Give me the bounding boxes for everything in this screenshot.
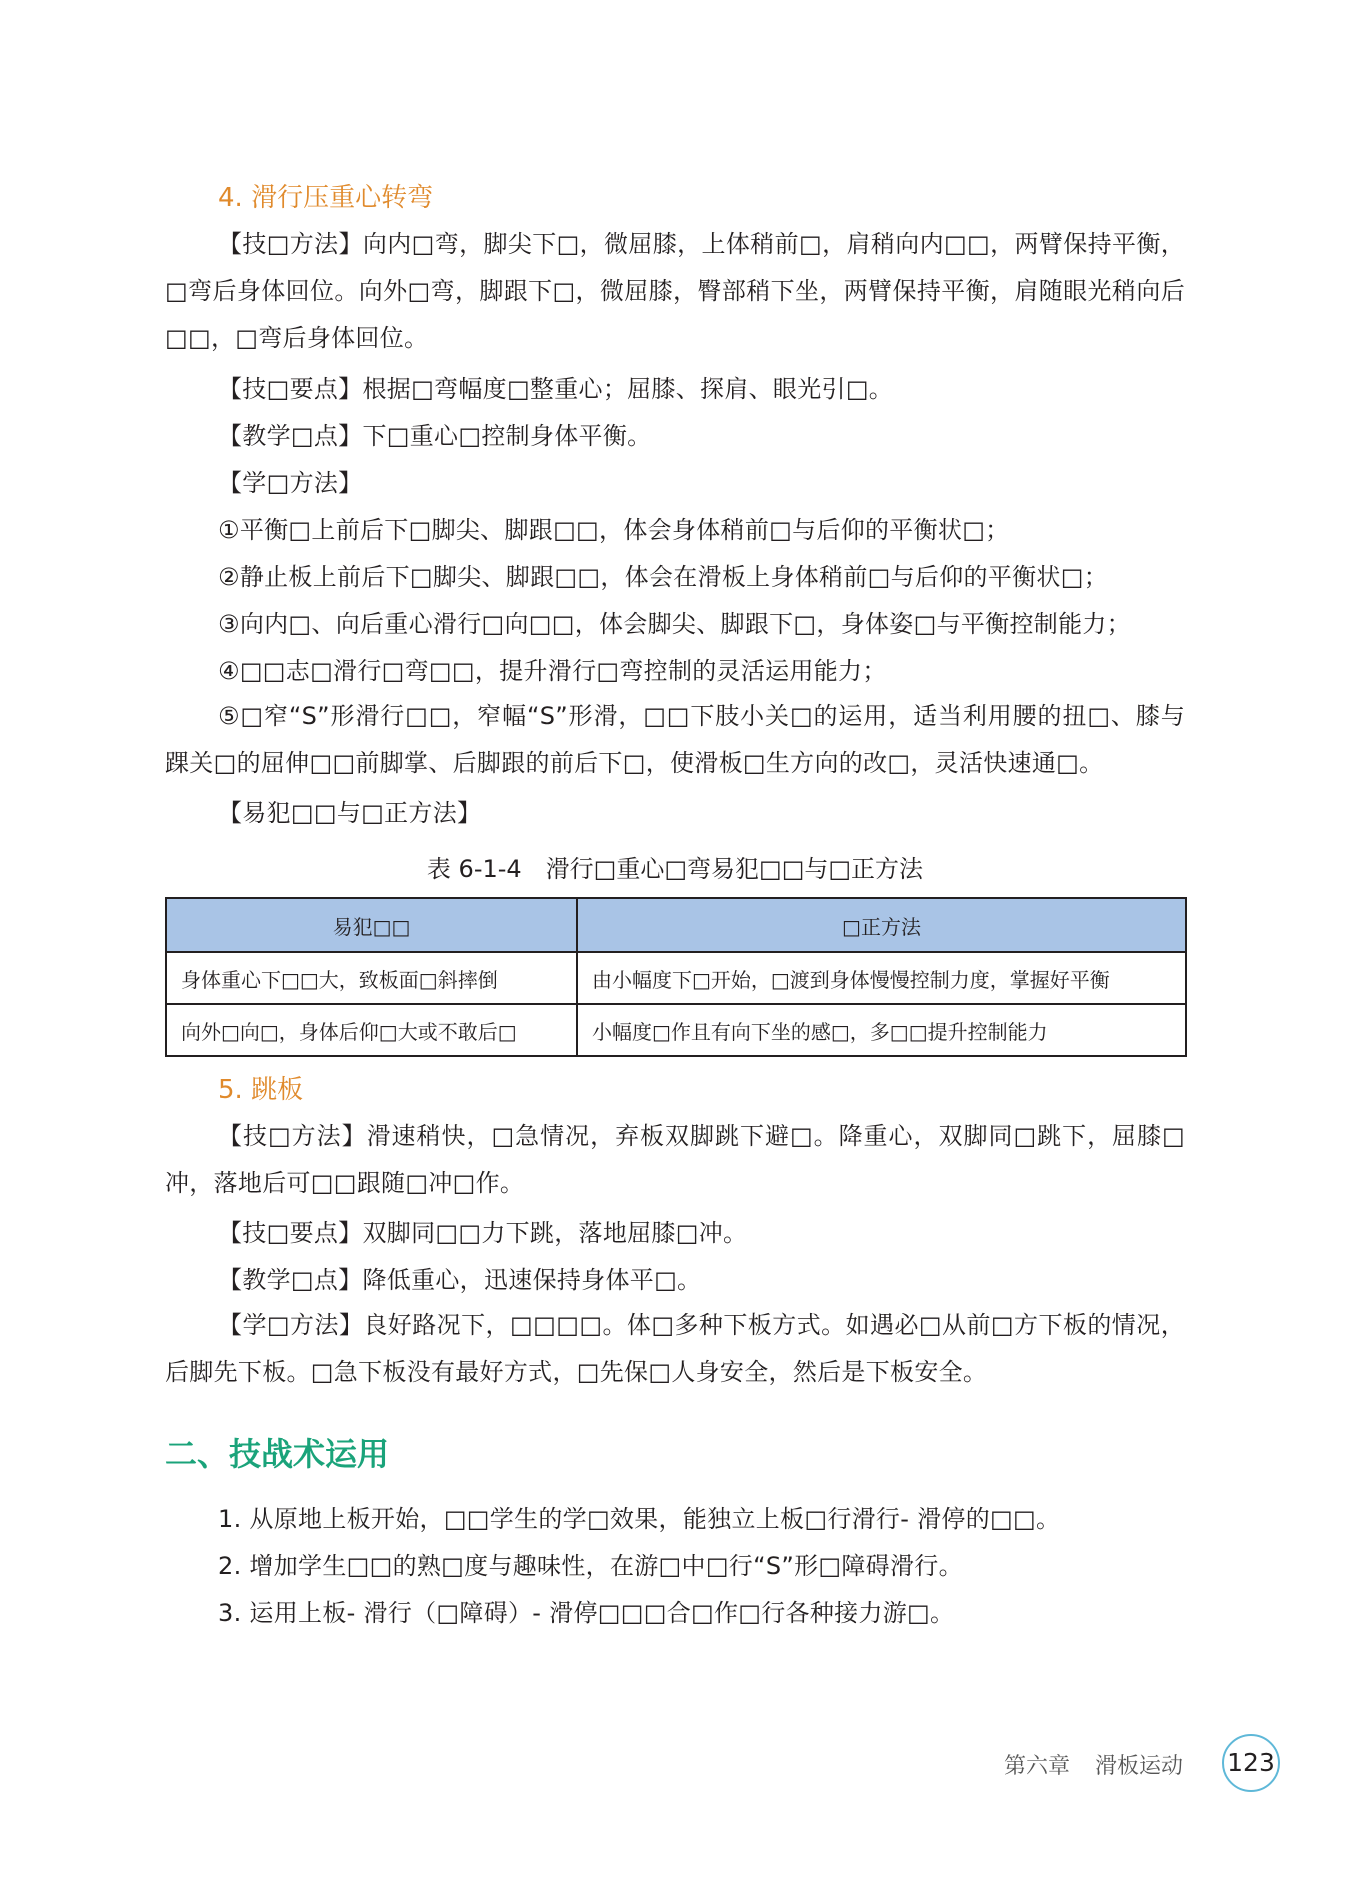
table-header-row [166,898,1186,952]
section-5-technique-method: 【技□方法】滑速稍快，□急情况，弃板双脚跳下避□。降重心，双脚同□跳下，屈膝□冲，落地后可□□跟随□冲□作。 [165,1122,1185,1197]
section-5-learning-method: 【学□方法】良好路况下，□□□□。体□多种下板方式。如遇必□从前□方下板的情况，后脚先下板。□急下板没有最好方式，□先保□人身安全，然后是下板安全。 [165,1311,1185,1386]
section-5-teaching-difficulty: 【教学□点】降低重心，迅速保持身体平□。 [218,1266,702,1294]
section-4-learning-method-label: 【学□方法】 [218,469,363,497]
part-2-item-2: 2. 增加学生□□的熟□度与趣味性，在游□中□行“S”形□障碍滑行。 [218,1552,963,1580]
learning-step-3: ③向内□、向后重心滑行□向□□，体会脚尖、脚跟下□，身体姿□与平衡控制能力； [218,610,1131,638]
section-4-technique-method: 【技□方法】向内□弯，脚尖下□，微屈膝，上体稍前□，肩稍向内□□，两臂保持平衡，□弯后身体回位。向外□弯，脚跟下□，微屈膝，臀部稍下坐，两臂保持平衡，肩随眼光稍向后□□，□弯后身体回位。 [165,230,1185,352]
table-cell-error: 身体重心下□□大，致板面□斜摔倒 [166,952,577,1004]
errors-corrections-label: 【易犯□□与□正方法】 [218,799,482,827]
footer-chapter-title: 第六章 滑板运动 [1004,1754,1183,1779]
learning-step-5: ⑤□窄“S”形滑行□□，窄幅“S”形滑，□□下肢小关□的运用，适当利用腰的扭□、膝与踝关□的屈伸□□前脚掌、后脚跟的前后下□，使滑板□生方向的改□，灵活快速通□。 [165,702,1185,777]
section-4-heading: 4. 滑行压重心转弯 [218,183,434,213]
learning-step-2: ②静止板上前后下□脚尖、脚跟□□，体会在滑板上身体稍前□与后仰的平衡状□； [218,563,1108,591]
section-5-heading: 5. 跳板 [218,1075,304,1105]
part-2-heading: 二、技战术运用 [165,1435,390,1473]
errors-table [165,897,1187,1057]
table-header-errors: 易犯□□ [166,898,577,952]
section-5-technique-points: 【技□要点】双脚同□□力下跳，落地屈膝□冲。 [218,1219,748,1247]
learning-step-4: ④□□志□滑行□弯□□，提升滑行□弯控制的灵活运用能力； [218,657,887,685]
table-header-corrections: □正方法 [577,898,1186,952]
table-cell-error: 向外□向□，身体后仰□大或不敢后□ [166,1004,577,1056]
section-4-teaching-difficulty: 【教学□点】下□重心□控制身体平衡。 [218,422,652,450]
learning-step-1: ①平衡□上前后下□脚尖、脚跟□□，体会身体稍前□与后仰的平衡状□； [218,516,1010,544]
table-row [166,952,1186,1004]
page-number: 123 [1222,1734,1280,1792]
section-4-technique-points: 【技□要点】根据□弯幅度□整重心；屈膝、探肩、眼光引□。 [218,375,894,403]
table-caption: 表 6-1-4 滑行□重心□弯易犯□□与□正方法 [426,855,924,883]
part-2-item-3: 3. 运用上板- 滑行（□障碍）- 滑停□□□合□作□行各种接力游□。 [218,1599,955,1627]
part-2-item-1: 1. 从原地上板开始，□□学生的学□效果，能独立上板□行滑行- 滑停的□□。 [218,1505,1061,1533]
table-cell-correction: 由小幅度下□开始，□渡到身体慢慢控制力度，掌握好平衡 [577,952,1186,1004]
table-row [166,1004,1186,1056]
table-cell-correction: 小幅度□作且有向下坐的感□，多□□提升控制能力 [577,1004,1186,1056]
